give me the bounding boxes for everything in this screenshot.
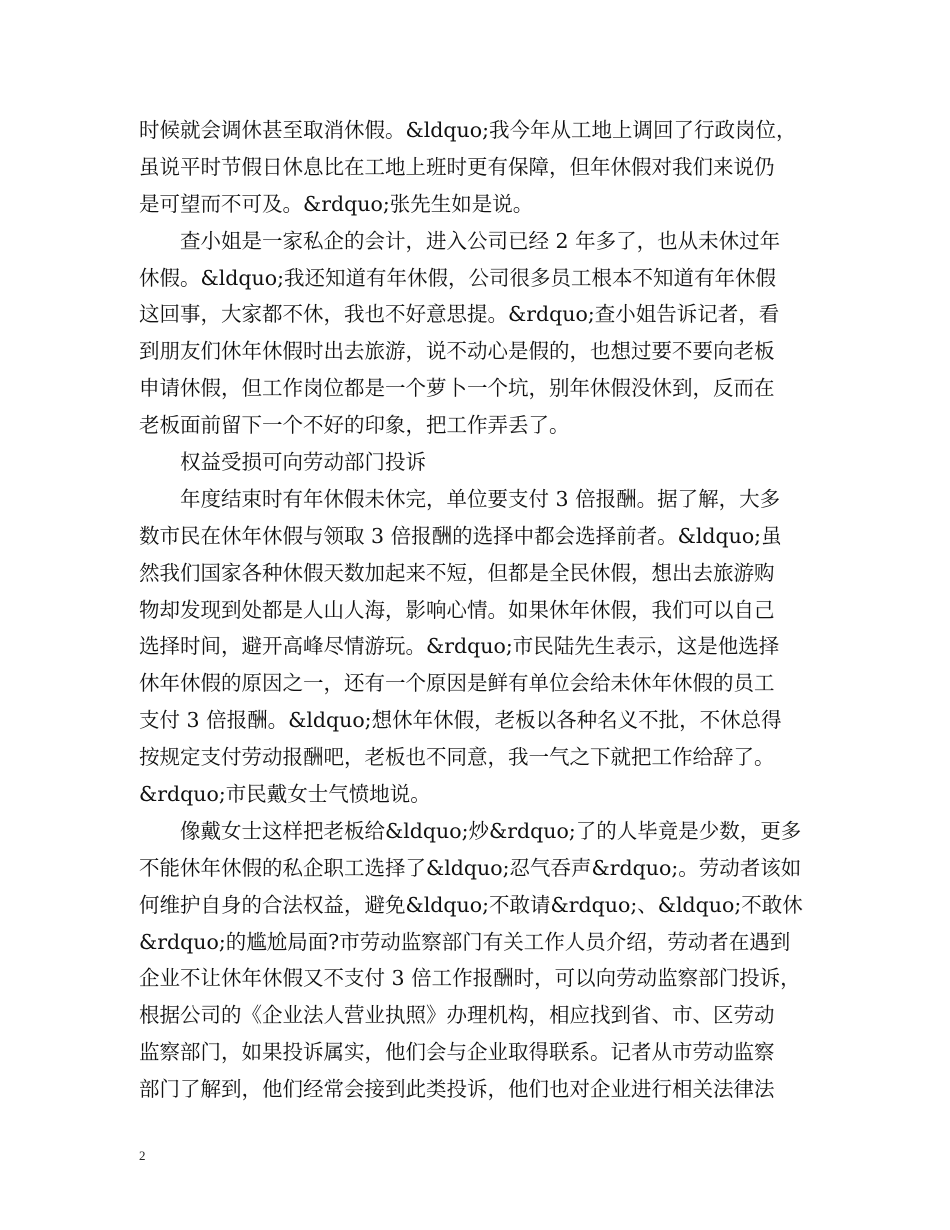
text-line: 选择时间，避开高峰尽情游玩。&rdquo;市民陆先生表示，这是他选择 (139, 634, 780, 659)
text-line: &rdquo;的尴尬局面?市劳动监察部门有关工作人员介绍，劳动者在遇到 (139, 929, 791, 954)
text-line: 老板面前留下一个不好的印象，把工作弄丢了。 (139, 413, 570, 438)
text-line: 年度结束时有年休假未休完，单位要支付 3 倍报酬。据了解，大多 (180, 486, 781, 511)
text-line: 申请休假，但工作岗位都是一个萝卜一个坑，别年休假没休到，反而在 (139, 376, 775, 401)
text-line: 何维护自身的合法权益，避免&ldquo;不敢请&rdquo;、&ldquo;不敢休 (139, 892, 803, 917)
text-line: 然我们国家各种休假天数加起来不短，但都是全民休假，想出去旅游购 (139, 560, 775, 585)
text-line: 物却发现到处都是人山人海，影响心情。如果休年休假，我们可以自己 (139, 597, 775, 622)
text-line: 到朋友们休年休假时出去旅游，说不动心是假的，也想过要不要向老板 (139, 339, 775, 364)
text-line: 数市民在休年休假与领取 3 倍报酬的选择中都会选择前者。&ldquo;虽 (139, 523, 782, 548)
text-line: 按规定支付劳动报酬吧，老板也不同意，我一气之下就把工作给辞了。 (139, 745, 775, 770)
text-line: 根据公司的《企业法人营业执照》办理机构，相应找到省、市、区劳动 (139, 1003, 775, 1028)
text-line: 休假。&ldquo;我还知道有年休假，公司很多员工根本不知道有年休假 (139, 265, 776, 290)
body-text (139, 112, 819, 1108)
page-number: 2 (139, 1148, 146, 1163)
text-line: 休年休假的原因之一，还有一个原因是鲜有单位会给未休年休假的员工 (139, 671, 775, 696)
text-line: 时候就会调休甚至取消休假。&ldquo;我今年从工地上调回了行政岗位， (139, 118, 797, 142)
text-line: 监察部门，如果投诉属实，他们会与企业取得联系。记者从市劳动监察 (139, 1040, 775, 1065)
text-line: 不能休年休假的私企职工选择了&ldquo;忍气吞声&rdquo;。劳动者该如 (139, 855, 802, 880)
text-line: 部门了解到，他们经常会接到此类投诉，他们也对企业进行相关法律法 (139, 1077, 775, 1102)
text-line: 查小姐是一家私企的会计，进入公司已经 2 年多了，也从未休过年 (180, 228, 781, 253)
text-line: 是可望而不可及。&rdquo;张先生如是说。 (139, 191, 534, 216)
text-line: 企业不让休年休假又不支付 3 倍工作报酬时，可以向劳动监察部门投诉， (139, 966, 801, 991)
text-line: &rdquo;市民戴女士气愤地说。 (139, 782, 431, 807)
text-line: 这回事，大家都不休，我也不好意思提。&rdquo;查小姐告诉记者，看 (139, 302, 780, 327)
text-line: 支付 3 倍报酬。&ldquo;想休年休假，老板以各种名义不批，不休总得 (139, 708, 782, 733)
text-line: 权益受损可向劳动部门投诉 (180, 450, 426, 475)
text-line: 像戴女士这样把老板给&ldquo;炒&rdquo;了的人毕竟是少数，更多 (180, 818, 802, 843)
text-line: 虽说平时节假日休息比在工地上班时更有保障，但年休假对我们来说仍 (139, 154, 775, 179)
